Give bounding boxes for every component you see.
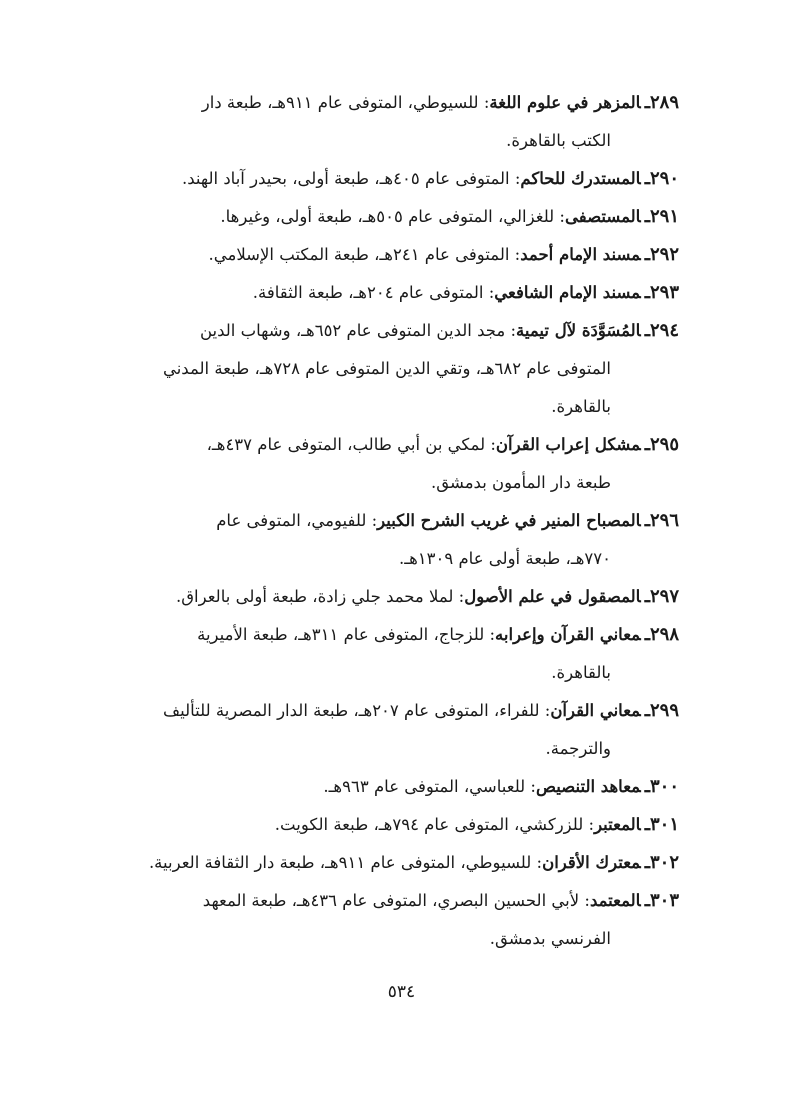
bibliography-entry <box>118 806 679 844</box>
entry-continuation: ٧٧٠هـ، طبعة أولى عام ١٣٠٩هـ. <box>398 549 611 568</box>
entry-continuation: والترجمة. <box>545 739 611 758</box>
entry-title: المعتمد <box>589 891 641 910</box>
entry-number: ٢٨٩ـ <box>644 92 679 113</box>
bibliography-entry <box>118 882 679 958</box>
entry-number: ٢٩٧ـ <box>644 586 679 607</box>
entry-text: : للسيوطي، المتوفى عام ٩١١هـ، طبعة دار <box>201 93 490 112</box>
entry-continuation: الكتب بالقاهرة. <box>506 131 611 150</box>
bibliography-entry <box>118 198 679 236</box>
bibliography-entry <box>118 578 679 616</box>
entry-number: ٣٠١ـ <box>644 814 679 835</box>
entry-title: المصباح المنير في غريب الشرح الكبير <box>377 511 641 530</box>
entry-number: ٢٩٩ـ <box>644 700 679 721</box>
bibliography-entry <box>118 844 679 882</box>
entry-title: معاني القرآن وإعرابه <box>495 625 641 644</box>
bibliography-entry <box>118 160 679 198</box>
entry-text: : المتوفى عام ٤٠٥هـ، طبعة أولى، بحيدر آباد الهند. <box>181 169 521 188</box>
entry-title: مشكل إعراب القرآن <box>495 435 641 454</box>
entry-number: ٢٩٤ـ <box>644 320 679 341</box>
entry-number: ٢٩٥ـ <box>644 434 679 455</box>
entry-title: المعتبر <box>594 815 641 834</box>
entry-title: المصقول في علم الأصول <box>464 587 641 606</box>
bibliography-entry <box>118 274 679 312</box>
bibliography-entry <box>118 84 679 160</box>
bibliography-list <box>118 84 679 958</box>
bibliography-entry <box>118 312 679 426</box>
entry-text: : للزركشي، المتوفى عام ٧٩٤هـ، طبعة الكويت. <box>274 815 595 834</box>
entry-title: المستصفى <box>565 207 641 226</box>
entry-text: : لمكي بن أبي طالب، المتوفى عام ٤٣٧هـ، <box>206 435 496 454</box>
entry-number: ٣٠٠ـ <box>644 776 679 797</box>
bibliography-entry <box>118 616 679 692</box>
entry-number: ٢٩١ـ <box>644 206 679 227</box>
entry-title: معاهد التنصيص <box>535 777 641 796</box>
entry-text: : لملا محمد جلي زادة، طبعة أولى بالعراق. <box>175 587 465 606</box>
entry-continuation: بالقاهرة. <box>551 663 611 682</box>
entry-title: المستدرك للحاكم <box>520 169 641 188</box>
entry-text: : مجد الدين المتوفى عام ٦٥٢هـ، وشهاب الدين <box>199 321 517 340</box>
entry-title: مسند الإمام الشافعي <box>494 283 641 302</box>
bibliography-entry <box>118 692 679 768</box>
entry-number: ٢٩٦ـ <box>644 510 679 531</box>
entry-text: : للعباسي، المتوفى عام ٩٦٣هـ. <box>323 777 536 796</box>
entry-number: ٣٠٢ـ <box>644 852 679 873</box>
bibliography-entry <box>118 426 679 502</box>
entry-number: ٢٩٣ـ <box>644 282 679 303</box>
entry-text: : المتوفى عام ٢٠٤هـ، طبعة الثقافة. <box>252 283 495 302</box>
bibliography-entry <box>118 502 679 578</box>
entry-number: ٢٩٨ـ <box>644 624 679 645</box>
entry-number: ٢٩٢ـ <box>644 244 679 265</box>
entry-text: : لأبي الحسين البصري، المتوفى عام ٤٣٦هـ، طبعة المعهد <box>202 891 590 910</box>
entry-continuation: الفرنسي بدمشق. <box>489 929 611 948</box>
entry-title: المزهر في علوم اللغة <box>489 93 641 112</box>
entry-title: المُسَوَّدَة لآل تيمية <box>516 321 641 340</box>
entry-text: : للزجاج، المتوفى عام ٣١١هـ، طبعة الأميرية <box>197 625 496 644</box>
entry-title: معترك الأقران <box>542 853 641 872</box>
entry-text: : للغزالي، المتوفى عام ٥٠٥هـ، طبعة أولى، وغيرها. <box>220 207 565 226</box>
entry-number: ٢٩٠ـ <box>644 168 679 189</box>
entry-title: مسند الإمام أحمد <box>520 245 641 264</box>
bibliography-entry <box>118 768 679 806</box>
entry-number: ٣٠٣ـ <box>644 890 679 911</box>
entry-text: : المتوفى عام ٢٤١هـ، طبعة المكتب الإسلامي. <box>208 245 521 264</box>
entry-title: معاني القرآن <box>550 701 641 720</box>
entry-continuation: طبعة دار المأمون بدمشق. <box>430 473 611 492</box>
page-number: ٥٣٤ <box>387 982 416 1002</box>
entry-text: : للسيوطي، المتوفى عام ٩١١هـ، طبعة دار الثقافة العربية. <box>148 853 543 872</box>
entry-continuation: المتوفى عام ٦٨٢هـ، وتقي الدين المتوفى عام ٧٢٨هـ، طبعة المدني بالقاهرة. <box>162 359 611 416</box>
bibliography-entry <box>118 236 679 274</box>
entry-text: : للفيومي، المتوفى عام <box>216 511 378 530</box>
entry-text: : للفراء، المتوفى عام ٢٠٧هـ، طبعة الدار المصرية للتأليف <box>163 701 551 720</box>
